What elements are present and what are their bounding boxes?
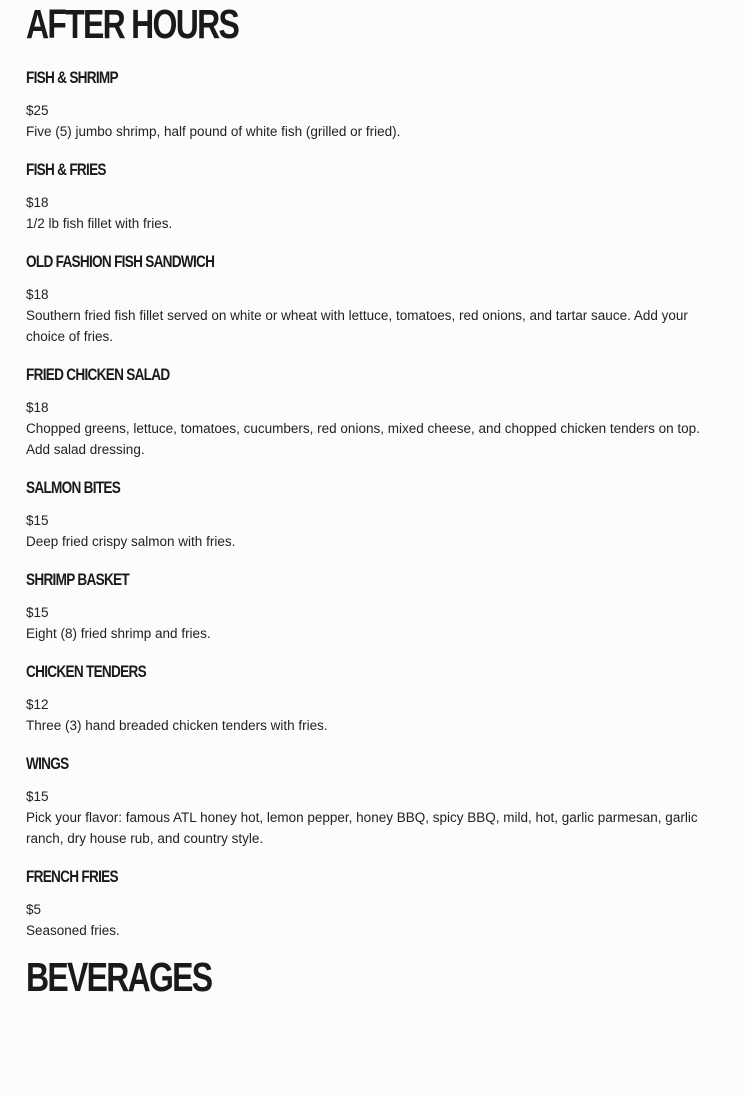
menu-item bbox=[26, 68, 726, 142]
section-title-beverages: BEVERAGES bbox=[26, 954, 212, 1000]
menu-page bbox=[26, 0, 726, 999]
menu-item-description: Seasoned fries. bbox=[26, 923, 120, 938]
menu-item-price: $18 bbox=[26, 195, 49, 210]
menu-item-name: FRIED CHICKEN SALAD bbox=[26, 365, 170, 384]
section-title-after-hours: AFTER HOURS bbox=[26, 1, 239, 47]
menu-item bbox=[26, 570, 726, 644]
menu-item bbox=[26, 662, 726, 736]
menu-item-price: $5 bbox=[26, 902, 42, 917]
menu-item-name: FRENCH FRIES bbox=[26, 867, 118, 886]
menu-item-description: Five (5) jumbo shrimp, half pound of white fish (grilled or fried). bbox=[26, 124, 401, 139]
menu-item-name: SHRIMP BASKET bbox=[26, 570, 129, 589]
menu-item-description: Southern fried fish fillet served on white or wheat with lettuce, tomatoes, red onions, and tartar sauce. Add your choice of fries. bbox=[26, 308, 688, 344]
menu-item-name: FISH & FRIES bbox=[26, 160, 106, 179]
menu-item bbox=[26, 365, 726, 460]
menu-item-price: $15 bbox=[26, 605, 49, 620]
menu-item-price: $25 bbox=[26, 103, 49, 118]
menu-item-description: Eight (8) fried shrimp and fries. bbox=[26, 626, 211, 641]
menu-item-name: CHICKEN TENDERS bbox=[26, 662, 146, 681]
menu-item bbox=[26, 160, 726, 234]
menu-item-price: $15 bbox=[26, 513, 49, 528]
menu-item-price: $18 bbox=[26, 287, 49, 302]
menu-item-description: Deep fried crispy salmon with fries. bbox=[26, 534, 236, 549]
menu-item-price: $18 bbox=[26, 400, 49, 415]
menu-item-price: $15 bbox=[26, 789, 49, 804]
menu-item-description: Pick your flavor: famous ATL honey hot, lemon pepper, honey BBQ, spicy BBQ, mild, hot, garlic parmesan, garlic ranch, dry house rub, and country style. bbox=[26, 810, 698, 846]
menu-item-name: SALMON BITES bbox=[26, 478, 121, 497]
menu-item bbox=[26, 867, 726, 941]
menu-item-description: Chopped greens, lettuce, tomatoes, cucumbers, red onions, mixed cheese, and chopped chicken tenders on top. Add salad dressing. bbox=[26, 421, 700, 457]
menu-item-name: WINGS bbox=[26, 754, 69, 773]
menu-item-name: OLD FASHION FISH SANDWICH bbox=[26, 252, 215, 271]
menu-item bbox=[26, 252, 726, 347]
menu-item-description: Three (3) hand breaded chicken tenders with fries. bbox=[26, 718, 328, 733]
menu-item-description: 1/2 lb fish fillet with fries. bbox=[26, 216, 173, 231]
menu-item-name: FISH & SHRIMP bbox=[26, 68, 118, 87]
menu-item bbox=[26, 754, 726, 849]
menu-item bbox=[26, 478, 726, 552]
menu-item-price: $12 bbox=[26, 697, 49, 712]
after-hours-menu-list bbox=[26, 68, 726, 941]
